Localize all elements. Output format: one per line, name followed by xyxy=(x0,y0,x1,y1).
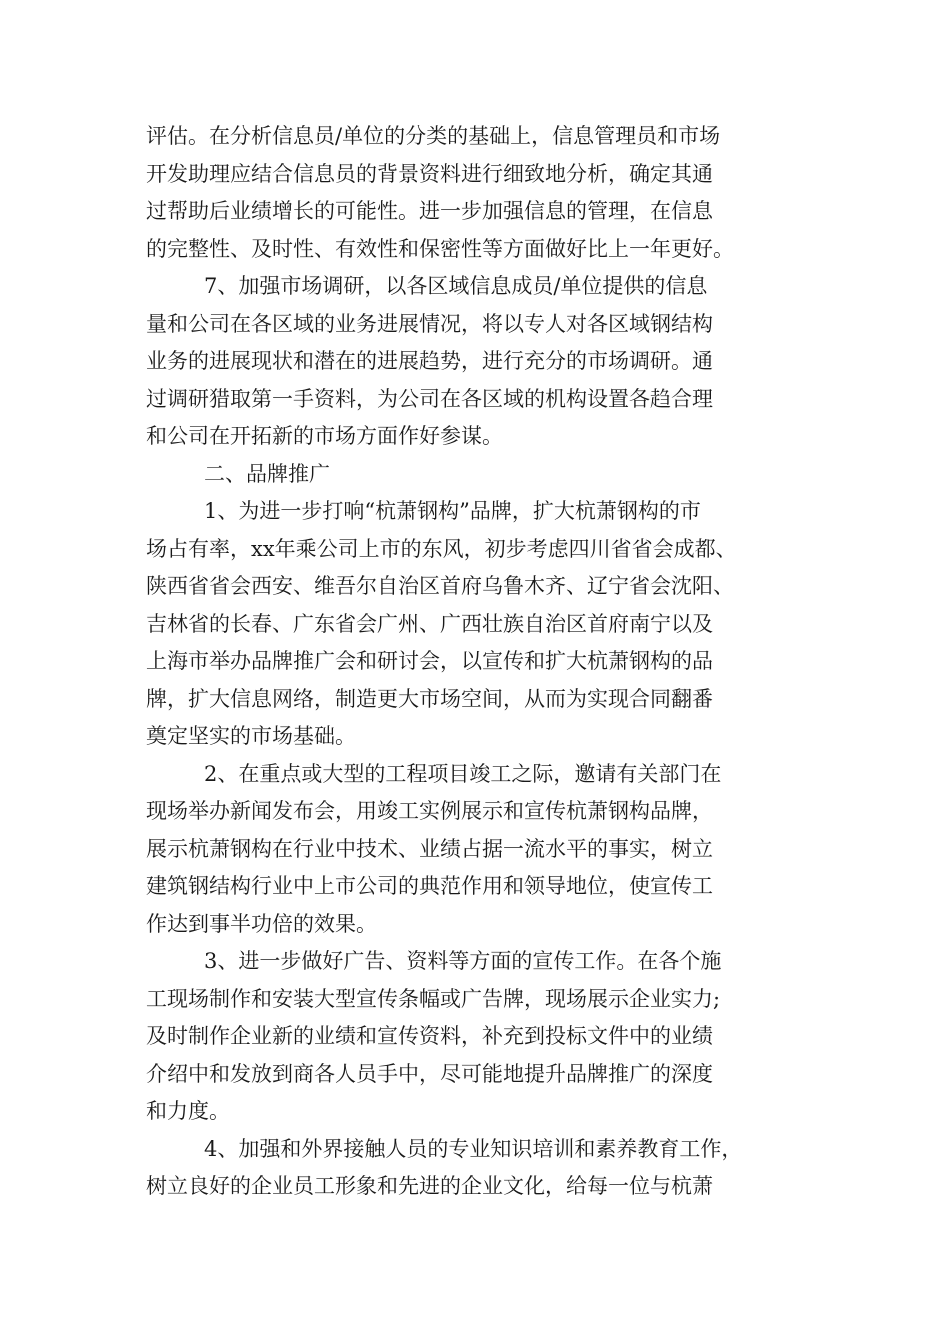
text-line: 2、在重点或大型的工程项目竣工之际，邀请有关部门在 xyxy=(204,761,722,786)
text-line: 树立良好的企业员工形象和先进的企业文化，给每一位与杭萧 xyxy=(146,1174,713,1198)
text-line: 3、进一步做好广告、资料等方面的宣传工作。在各个施 xyxy=(204,949,722,973)
text-line: 过调研猎取第一手资料，为公司在各区域的机构设置各趋合理 xyxy=(146,386,713,411)
text-line: 的完整性、及时性、有效性和保密性等方面做好比上一年更好。 xyxy=(146,236,734,261)
text-line: 奠定坚实的市场基础。 xyxy=(146,724,356,748)
text-line: 和力度。 xyxy=(146,1099,230,1123)
text-line: 现场举办新闻发布会，用竣工实例展示和宣传杭萧钢构品牌， xyxy=(146,799,713,823)
text-line: 4、加强和外界接触人员的专业知识培训和素养教育工作， xyxy=(204,1136,743,1161)
text-line: 工现场制作和安装大型宣传条幅或广告牌，现场展示企业实力; xyxy=(146,986,721,1011)
text-line: 二、品牌推广 xyxy=(204,461,330,486)
document-body xyxy=(146,118,810,1206)
text-line: 和公司在开拓新的市场方面作好参谋。 xyxy=(146,424,503,448)
text-line: 建筑钢结构行业中上市公司的典范作用和领导地位，使宣传工 xyxy=(146,874,713,898)
text-line: 业务的进展现状和潜在的进展趋势，进行充分的市场调研。通 xyxy=(146,349,713,373)
text-line: 介绍中和发放到商各人员手中，尽可能地提升品牌推广的深度 xyxy=(146,1061,713,1086)
text-line: 展示杭萧钢构在行业中技术、业绩占据一流水平的事实，树立 xyxy=(146,836,713,861)
text-line: 上海市举办品牌推广会和研讨会，以宣传和扩大杭萧钢构的品 xyxy=(146,649,713,673)
text-line: 7、加强市场调研，以各区域信息成员/单位提供的信息 xyxy=(204,274,708,298)
text-line: 量和公司在各区域的业务进展情况，将以专人对各区域钢结构 xyxy=(146,311,713,336)
text-line: 过帮助后业绩增长的可能性。进一步加强信息的管理，在信息 xyxy=(146,199,713,223)
text-line: 1、为进一步打响“杭萧钢构”品牌，扩大杭萧钢构的市 xyxy=(204,499,701,523)
text-line: 开发助理应结合信息员的背景资料进行细致地分析，确定其通 xyxy=(146,161,713,186)
text-line: 牌，扩大信息网络，制造更大市场空间，从而为实现合同翻番 xyxy=(146,686,713,711)
text-line: 评估。在分析信息员/单位的分类的基础上，信息管理员和市场 xyxy=(146,124,721,148)
text-line: 及时制作企业新的业绩和宣传资料，补充到投标文件中的业绩 xyxy=(146,1024,713,1048)
text-line: 吉林省的长春、广东省会广州、广西壮族自治区首府南宁以及 xyxy=(146,611,713,636)
text-line: 场占有率，xx年乘公司上市的东风，初步考虑四川省省会成都、 xyxy=(146,536,737,561)
text-line: 陕西省省会西安、维吾尔自治区首府乌鲁木齐、辽宁省会沈阳、 xyxy=(146,574,734,598)
text-line: 作达到事半功倍的效果。 xyxy=(146,911,377,936)
